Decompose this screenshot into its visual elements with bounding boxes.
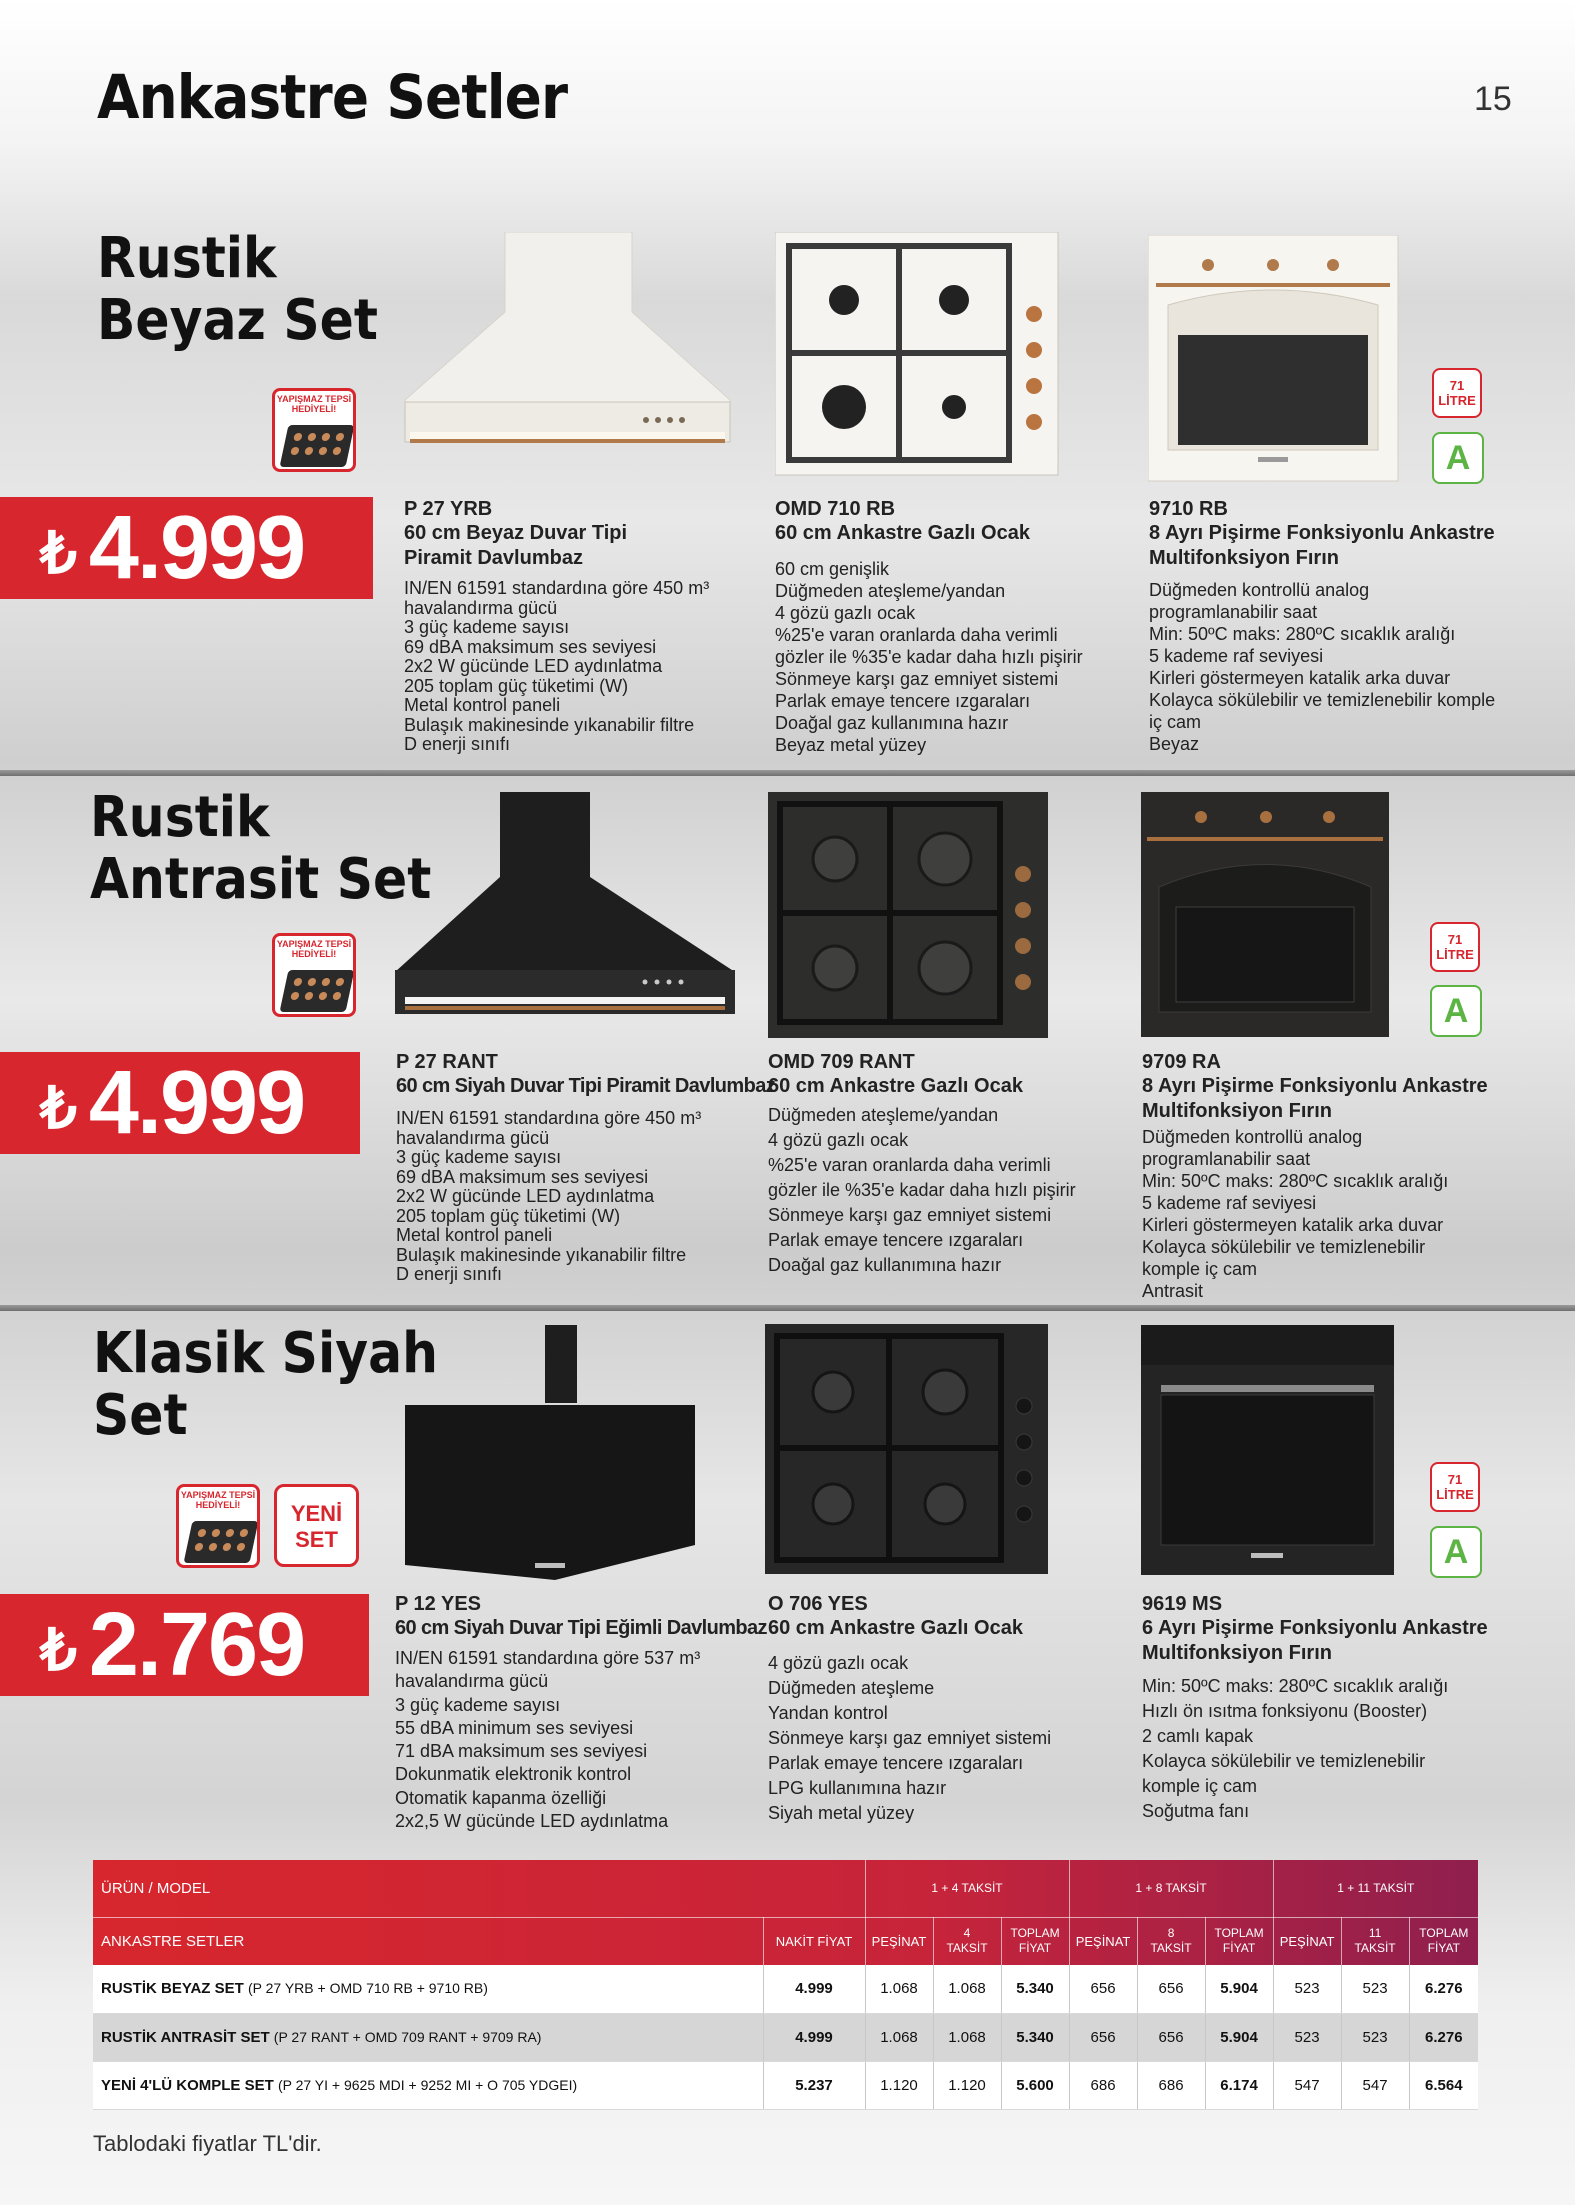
feature-item: Bulaşık makinesinde yıkanabilir filtre [404, 714, 695, 735]
feature-item: 2 camlı kapak [1142, 1726, 1254, 1746]
set-price: 2.769 [88, 1594, 305, 1695]
tray-icon [184, 1521, 259, 1563]
installment: 523 [1341, 2013, 1409, 2061]
feature-list [396, 1109, 756, 1285]
feature-list [1142, 1674, 1522, 1824]
feature-item: Düğmeden ateşleme/yandan [768, 1105, 999, 1125]
litre-number: 71 [1449, 378, 1465, 393]
cash-price: 4.999 [763, 1965, 865, 2013]
product-name: 60 cm Ankastre Gazlı Ocak [768, 1617, 1023, 1639]
down-payment: 656 [1069, 1965, 1137, 2013]
feature-item: Beyaz [1149, 734, 1200, 754]
total-price: 5.904 [1205, 1965, 1273, 2013]
product-info [396, 1050, 776, 1285]
feature-item: Kolayca sökülebilir ve temizlenebilir [1142, 1751, 1426, 1771]
feature-item: %25'e varan oranlarda daha verimli [768, 1155, 1051, 1175]
installment: 1.068 [933, 2013, 1001, 2061]
feature-item: Hızlı ön ısıtma fonksiyonu (Booster) [1142, 1701, 1428, 1721]
feature-item: havalandırma gücü [404, 597, 558, 618]
feature-item: 205 toplam güç tüketimi (W) [404, 675, 629, 696]
header-total [1409, 1917, 1478, 1965]
header-installment-count: 8 [1167, 1926, 1175, 1941]
header-installment-count: 11 [1368, 1926, 1382, 1941]
price-band [0, 1594, 369, 1696]
feature-item: Kirleri göstermeyen katalik arka duvar [1142, 1215, 1444, 1235]
set-title-line2: Antrasit Set [90, 847, 432, 912]
header-total-line2: FİYAT [1427, 1941, 1460, 1956]
product-info [395, 1592, 767, 1833]
installment: 547 [1341, 2061, 1409, 2109]
litre-badge [1430, 922, 1480, 972]
product-model: P 12 YES [395, 1593, 481, 1615]
product-info [768, 1592, 1108, 1826]
feature-item: komple iç cam [1142, 1776, 1258, 1796]
product-name: 60 cm Beyaz Duvar Tipi [404, 522, 628, 544]
header-installment-label: TAKSİT [1354, 1941, 1396, 1956]
feature-item: gözler ile %35'e kadar daha hızlı pişirir [768, 1180, 1076, 1200]
feature-item: Kirleri göstermeyen katalik arka duvar [1149, 668, 1451, 688]
feature-item: Parlak emaye tencere ızgaraları [775, 691, 1031, 711]
feature-item: 2x2 W gücünde LED aydınlatma [396, 1186, 655, 1206]
litre-label: LİTRE [1438, 393, 1476, 408]
lira-icon: ₺ [40, 521, 77, 586]
table-row [93, 2061, 1478, 2109]
energy-class-badge: A [1430, 985, 1482, 1037]
header-down: PEŞİNAT [865, 1917, 933, 1965]
product-name: 60 cm Siyah Duvar Tipi Piramit Davlumbaz [396, 1075, 776, 1097]
product-name-line2: Multifonksiyon Fırın [1149, 547, 1339, 569]
feature-item: 5 kademe raf seviyesi [1149, 646, 1324, 666]
feature-item: Metal kontrol paneli [396, 1225, 553, 1245]
header-installment [1341, 1917, 1409, 1965]
product-image-hood-black [395, 792, 740, 1027]
feature-item: Otomatik kapanma özelliği [395, 1787, 607, 1808]
feature-item: Dokunmatik elektronik kontrol [395, 1764, 632, 1785]
feature-item: Soğutma fanı [1142, 1801, 1250, 1821]
product-image-oven-white [1148, 235, 1400, 483]
cash-price: 5.237 [763, 2061, 865, 2109]
product-image-hob-white [775, 232, 1060, 477]
header-cash: NAKİT FİYAT [763, 1917, 865, 1965]
product-name: 8 Ayrı Pişirme Fonksiyonlu Ankastre [1149, 522, 1495, 544]
feature-list [768, 1651, 1108, 1826]
feature-item: %25'e varan oranlarda daha verimli [775, 625, 1058, 645]
set-title-line1: Rustik [97, 226, 277, 291]
feature-item: 55 dBA minimum ses seviyesi [395, 1717, 634, 1738]
header-installment-count: 4 [963, 1926, 971, 1941]
gift-badge-label: YAPIŞMAZ TEPSİ HEDİYELİ! [276, 394, 352, 414]
total-price: 5.340 [1001, 2013, 1069, 2061]
product-image-hob-black-classic [765, 1324, 1050, 1576]
feature-list [775, 558, 1115, 756]
energy-class-badge: A [1432, 432, 1484, 484]
down-payment: 1.120 [865, 2061, 933, 2109]
section-divider [0, 770, 1575, 776]
feature-item: Min: 50ºC maks: 280ºC sıcaklık aralığı [1149, 624, 1456, 644]
feature-item: 69 dBA maksimum ses seviyesi [396, 1166, 649, 1187]
header-total [1001, 1917, 1069, 1965]
total-price: 6.276 [1409, 1965, 1478, 2013]
row-models: (P 27 YRB + OMD 710 RB + 9710 RB) [247, 1980, 488, 1997]
header-total-line2: FİYAT [1018, 1941, 1052, 1956]
feature-item: IN/EN 61591 standardına göre 450 m³ [396, 1108, 702, 1128]
feature-item: havalandırma gücü [396, 1127, 550, 1148]
feature-item: Min: 50ºC maks: 280ºC sıcaklık aralığı [1142, 1171, 1449, 1191]
tray-icon [280, 970, 355, 1012]
product-name: 60 cm Siyah Duvar Tipi Eğimli Davlumbaz [395, 1617, 767, 1639]
litre-label: LİTRE [1436, 1487, 1474, 1502]
feature-item: 4 gözü gazlı ocak [768, 1653, 909, 1673]
feature-item: Düğmeden ateşleme [768, 1678, 935, 1698]
feature-item: programlanabilir saat [1149, 602, 1318, 622]
gift-tray-badge [272, 388, 356, 472]
feature-item: Parlak emaye tencere ızgaraları [768, 1230, 1024, 1250]
down-payment: 1.068 [865, 1965, 933, 2013]
installment: 1.068 [933, 1965, 1001, 2013]
row-name-cell [93, 1965, 763, 2013]
header-group-11: 1 + 11 TAKSİT [1273, 1860, 1478, 1917]
feature-item: Sönmeye karşı gaz emniyet sistemi [768, 1728, 1052, 1748]
feature-item: gözler ile %35'e kadar daha hızlı pişirir [775, 647, 1083, 667]
header-down: PEŞİNAT [1069, 1917, 1137, 1965]
down-payment: 686 [1069, 2061, 1137, 2109]
header-total [1205, 1917, 1273, 1965]
new-badge-line1: YENİ [290, 1501, 343, 1526]
feature-item: 71 dBA maksimum ses seviyesi [395, 1741, 648, 1762]
row-name-cell [93, 2013, 763, 2061]
down-payment: 1.068 [865, 2013, 933, 2061]
litre-label: LİTRE [1436, 947, 1474, 962]
header-installment-label: TAKSİT [946, 1941, 988, 1956]
set-title [97, 228, 378, 352]
feature-item: Bulaşık makinesinde yıkanabilir filtre [396, 1244, 687, 1265]
installment: 686 [1137, 2061, 1205, 2109]
feature-item: 5 kademe raf seviyesi [1142, 1193, 1317, 1213]
product-name: 60 cm Ankastre Gazlı Ocak [768, 1075, 1023, 1097]
gift-badge-label: YAPIŞMAZ TEPSİ HEDİYELİ! [276, 939, 352, 959]
row-models: (P 27 RANT + OMD 709 RANT + 9709 RA) [273, 2028, 542, 2045]
product-model: 9709 RA [1142, 1051, 1221, 1073]
header-product: ÜRÜN / MODEL [93, 1860, 865, 1917]
feature-item: Antrasit [1142, 1281, 1204, 1301]
new-set-badge [274, 1484, 359, 1567]
feature-item: Kolayca sökülebilir ve temizlenebilir [1142, 1237, 1426, 1257]
cash-price: 4.999 [763, 2013, 865, 2061]
feature-item: Sönmeye karşı gaz emniyet sistemi [775, 669, 1059, 689]
lira-icon: ₺ [40, 1076, 77, 1141]
row-set-name: RUSTİK ANTRASİT SET [101, 2028, 270, 2046]
row-set-name: YENİ 4'LÜ KOMPLE SET [101, 2076, 274, 2094]
feature-item: 205 toplam güç tüketimi (W) [396, 1205, 621, 1226]
price-table [93, 1860, 1478, 2110]
header-total-line2: FİYAT [1222, 1941, 1256, 1956]
set-title-line2: Set [93, 1383, 188, 1448]
litre-badge [1432, 368, 1482, 418]
feature-list [404, 579, 734, 755]
product-model: P 27 YRB [404, 498, 493, 520]
feature-item: Doağal gaz kullanımına hazır [775, 713, 1009, 733]
page-title: Ankastre Setler [97, 62, 568, 133]
tray-icon [280, 425, 355, 467]
set-title [93, 1323, 438, 1447]
feature-item: D enerji sınıfı [396, 1264, 503, 1284]
feature-item: Düğmeden kontrollü analog [1149, 580, 1370, 600]
table-row [93, 2013, 1478, 2061]
header-installment [933, 1917, 1001, 1965]
product-name: 8 Ayrı Pişirme Fonksiyonlu Ankastre [1142, 1075, 1488, 1097]
installment: 523 [1341, 1965, 1409, 2013]
total-price: 6.276 [1409, 2013, 1478, 2061]
header-total-line1: TOPLAM [1010, 1926, 1060, 1941]
product-model: O 706 YES [768, 1593, 868, 1615]
row-models: (P 27 YI + 9625 MDI + 9252 MI + O 705 YDGEI) [277, 2076, 578, 2093]
product-info [768, 1050, 1108, 1278]
product-model: P 27 RANT [396, 1051, 498, 1073]
table-row [93, 1965, 1478, 2013]
set-price: 4.999 [88, 1052, 305, 1153]
gift-badge-label: YAPIŞMAZ TEPSİ HEDİYELİ! [180, 1490, 256, 1510]
feature-item: IN/EN 61591 standardına göre 537 m³ [395, 1648, 701, 1668]
feature-list [1149, 579, 1529, 755]
feature-item: Düğmeden ateşleme/yandan [775, 581, 1006, 601]
table-footnote: Tablodaki fiyatlar TL'dir. [93, 2131, 322, 2156]
feature-item: iç cam [1149, 712, 1202, 732]
gift-tray-badge [176, 1484, 260, 1568]
product-name: 60 cm Ankastre Gazlı Ocak [775, 522, 1030, 544]
product-name-line2: Piramit Davlumbaz [404, 547, 583, 569]
feature-item: D enerji sınıfı [404, 734, 511, 754]
product-model: OMD 710 RB [775, 498, 896, 520]
product-info [404, 497, 734, 755]
product-model: OMD 709 RANT [768, 1051, 915, 1073]
feature-list [768, 1103, 1108, 1278]
product-info [1142, 1592, 1522, 1824]
feature-item: 69 dBA maksimum ses seviyesi [404, 636, 657, 657]
total-price: 5.340 [1001, 1965, 1069, 2013]
down-payment: 523 [1273, 1965, 1341, 2013]
feature-item: 3 güç kademe sayısı [396, 1147, 562, 1167]
feature-item: programlanabilir saat [1142, 1149, 1311, 1169]
header-installment [1137, 1917, 1205, 1965]
litre-number: 71 [1447, 932, 1463, 947]
header-installment-label: TAKSİT [1150, 1941, 1192, 1956]
price-band [0, 1052, 360, 1154]
product-info [1149, 497, 1529, 755]
feature-item: LPG kullanımına hazır [768, 1778, 947, 1798]
down-payment: 547 [1273, 2061, 1341, 2109]
set-price: 4.999 [88, 497, 305, 598]
header-section: ANKASTRE SETLER [93, 1917, 763, 1965]
feature-item: 60 cm genişlik [775, 559, 890, 579]
section-divider [0, 1305, 1575, 1311]
product-model: 9710 RB [1149, 498, 1228, 520]
installment: 656 [1137, 1965, 1205, 2013]
header-group-4: 1 + 4 TAKSİT [865, 1860, 1069, 1917]
header-total-line1: TOPLAM [1419, 1926, 1469, 1941]
total-price: 6.564 [1409, 2061, 1478, 2109]
feature-item: havalandırma gücü [395, 1671, 549, 1692]
feature-item: Doağal gaz kullanımına hazır [768, 1255, 1002, 1275]
price-band [0, 497, 373, 599]
product-info [1142, 1050, 1522, 1302]
set-title [90, 787, 431, 911]
total-price: 6.174 [1205, 2061, 1273, 2109]
feature-item: Kolayca sökülebilir ve temizlenebilir komple [1149, 690, 1496, 710]
down-payment: 523 [1273, 2013, 1341, 2061]
feature-item: Min: 50ºC maks: 280ºC sıcaklık aralığı [1142, 1676, 1449, 1696]
feature-item: Sönmeye karşı gaz emniyet sistemi [768, 1205, 1052, 1225]
litre-badge [1430, 1462, 1480, 1512]
header-group-8: 1 + 8 TAKSİT [1069, 1860, 1273, 1917]
feature-item: 3 güç kademe sayısı [404, 617, 570, 637]
feature-item: Parlak emaye tencere ızgaraları [768, 1753, 1024, 1773]
product-image-hood-angled [405, 1325, 705, 1585]
product-info [775, 497, 1115, 756]
product-name-line2: Multifonksiyon Fırın [1142, 1642, 1332, 1664]
table-subheader-row [93, 1917, 1478, 1965]
set-title-line1: Klasik Siyah [93, 1321, 439, 1386]
feature-item: IN/EN 61591 standardına göre 450 m³ [404, 578, 710, 598]
down-payment: 656 [1069, 2013, 1137, 2061]
total-price: 5.600 [1001, 2061, 1069, 2109]
product-image-oven-black [1141, 792, 1391, 1039]
product-name: 6 Ayrı Pişirme Fonksiyonlu Ankastre [1142, 1617, 1488, 1639]
product-image-hood-white [400, 232, 740, 472]
product-model: 9619 MS [1142, 1593, 1223, 1615]
row-name-cell [93, 2061, 763, 2109]
feature-item: 2x2,5 W gücünde LED aydınlatma [395, 1811, 669, 1832]
feature-item: Siyah metal yüzey [768, 1803, 915, 1823]
feature-item: Düğmeden kontrollü analog [1142, 1127, 1363, 1147]
new-badge-line2: SET [295, 1527, 338, 1552]
gift-tray-badge [272, 933, 356, 1017]
feature-item: Beyaz metal yüzey [775, 735, 927, 755]
installment: 1.120 [933, 2061, 1001, 2109]
set-title-line2: Beyaz Set [97, 288, 378, 353]
feature-item: 3 güç kademe sayısı [395, 1694, 561, 1715]
litre-number: 71 [1447, 1472, 1463, 1487]
product-name-line2: Multifonksiyon Fırın [1142, 1100, 1332, 1122]
set-title-line1: Rustik [90, 785, 270, 850]
total-price: 5.904 [1205, 2013, 1273, 2061]
table-header-row [93, 1860, 1478, 1917]
page-number: 15 [1474, 80, 1512, 118]
product-image-hob-black [768, 792, 1050, 1040]
feature-item: 2x2 W gücünde LED aydınlatma [404, 656, 663, 676]
lira-icon: ₺ [40, 1618, 77, 1683]
header-total-line1: TOPLAM [1214, 1926, 1264, 1941]
feature-item: Yandan kontrol [768, 1703, 888, 1723]
energy-class-badge: A [1430, 1526, 1482, 1578]
installment: 656 [1137, 2013, 1205, 2061]
header-down: PEŞİNAT [1273, 1917, 1341, 1965]
feature-item: 4 gözü gazlı ocak [768, 1130, 909, 1150]
product-image-oven-classic [1141, 1325, 1396, 1577]
feature-list [1142, 1126, 1522, 1302]
feature-item: komple iç cam [1142, 1259, 1258, 1279]
row-set-name: RUSTİK BEYAZ SET [101, 1980, 244, 1998]
feature-item: 4 gözü gazlı ocak [775, 603, 916, 623]
feature-item: Metal kontrol paneli [404, 695, 561, 715]
feature-list [395, 1647, 755, 1833]
